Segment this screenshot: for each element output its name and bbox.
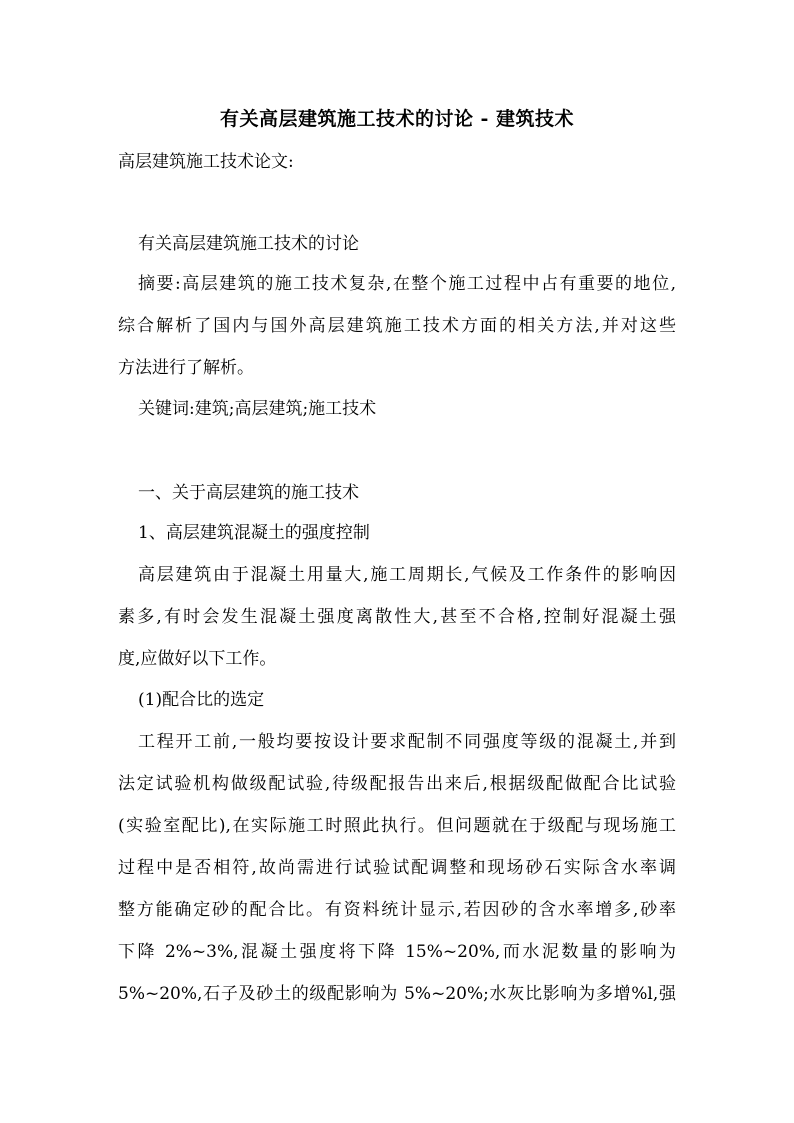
subsection-heading: 1、高层建筑混凝土的强度控制 <box>138 523 370 543</box>
paragraph-1-line-1: 高层建筑由于混凝土用量大,施工周期长,气候及工作条件的影响因 <box>138 565 676 585</box>
article-title: 有关高层建筑施工技术的讨论 <box>138 234 359 254</box>
paragraph-2-line-3: (实验室配比),在实际施工时照此执行。但问题就在于级配与现场施工 <box>118 816 676 836</box>
paragraph-2-line-6: 下降 2%~3%,混凝土强度将下降 15%~20%,而水泥数量的影响为 <box>118 942 676 962</box>
paragraph-1-line-2: 素多,有时会发生混凝土强度离散性大,甚至不合格,控制好混凝土强 <box>118 607 676 627</box>
paragraph-2-line-2: 法定试验机构做级配试验,待级配报告出来后,根据级配做配合比试验 <box>118 774 676 794</box>
list-item-heading: (1)配合比的选定 <box>138 690 265 710</box>
section-heading: 一、关于高层建筑的施工技术 <box>138 483 359 503</box>
paragraph-2-line-7: 5%~20%,石子及砂土的级配影响为 5%~20%;水灰比影响为多增%l,强 <box>118 984 676 1004</box>
paragraph-2-line-4: 过程中是否相符,故尚需进行试验试配调整和现场砂石实际含水率调 <box>118 858 676 878</box>
abstract-line-3: 方法进行了解析。 <box>118 358 254 378</box>
abstract-line-2: 综合解析了国内与国外高层建筑施工技术方面的相关方法,并对这些 <box>118 316 676 336</box>
abstract-line-1: 摘要:高层建筑的施工技术复杂,在整个施工过程中占有重要的地位, <box>138 274 676 294</box>
paragraph-2-line-5: 整方能确定砂的配合比。有资料统计显示,若因砂的含水率增多,砂率 <box>118 900 676 920</box>
paragraph-2-line-1: 工程开工前,一般均要按设计要求配制不同强度等级的混凝土,并到 <box>138 732 676 752</box>
paragraph-1-line-3: 度,应做好以下工作。 <box>118 649 277 669</box>
document-title: 有关高层建筑施工技术的讨论 - 建筑技术 <box>219 108 575 130</box>
keywords: 关键词:建筑;高层建筑;施工技术 <box>138 399 377 419</box>
document-subtitle: 高层建筑施工技术论文: <box>118 152 294 172</box>
